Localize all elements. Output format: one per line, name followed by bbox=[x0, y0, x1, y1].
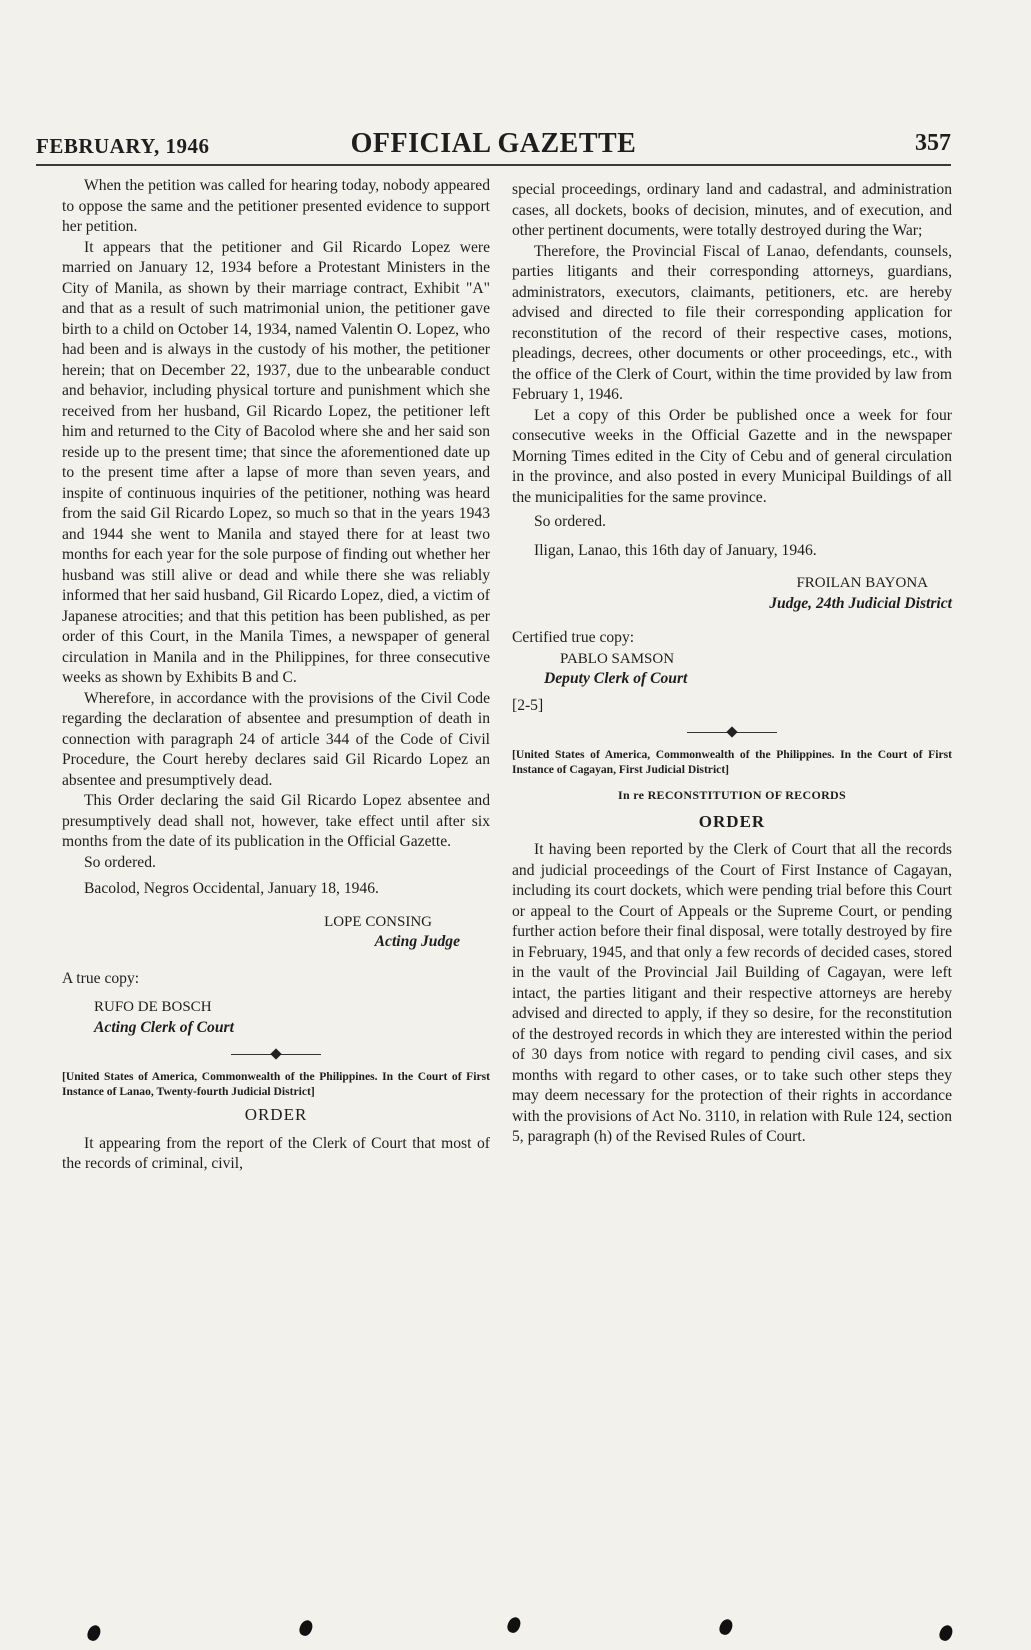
signer-name: FROILAN BAYONA bbox=[796, 575, 928, 591]
order-heading: ORDER bbox=[244, 1105, 308, 1124]
paragraph: Let a copy of this Order be published once a week for four consecutive weeks in the Official Gazette and in the newspaper Morning Times edited in the City of Cebu and of general circulation in the province, and also posted in every Municipal Buildings of all the municipalities for the same province. bbox=[512, 406, 952, 506]
order-subheading: In re RECONSTITUTION OF RECORDS bbox=[617, 788, 846, 802]
header-page-number: 357 bbox=[915, 130, 951, 156]
signer-name: LOPE CONSING bbox=[324, 913, 432, 930]
paragraph: So ordered. bbox=[84, 853, 156, 871]
header-date: FEBRUARY, 1946 bbox=[36, 134, 210, 158]
separator-ornament bbox=[270, 1048, 281, 1059]
paragraph: It appearing from the report of the Clerk of Court that most of the records of criminal, civil, bbox=[62, 1134, 490, 1172]
header-publication-title: OFFICIAL GAZETTE bbox=[350, 128, 637, 159]
signer-title: Judge, 24th Judicial District bbox=[769, 594, 952, 612]
true-copy-label: A true copy: bbox=[62, 969, 140, 987]
page-header bbox=[36, 128, 951, 162]
punch-mark bbox=[717, 1617, 735, 1637]
punch-mark bbox=[85, 1623, 103, 1643]
copy-signer-name: RUFO DE BOSCH bbox=[94, 999, 212, 1015]
paragraph: Therefore, the Provincial Fiscal of Lanao, defendants, counsels, parties litigants and their corresponding attorneys, guardians, administrators, executors, claimants, petitioners, etc. are hereby advised and directed to file their corresponding application for reconstitution of the record of their respective cases, motions, pleadings, decrees, other documents or other proceedings, etc., with the office of the Clerk of Court, within the time provided by law from February 1, 1946. bbox=[512, 242, 952, 403]
section-separator bbox=[231, 1050, 321, 1059]
case-caption: [United States of America, Commonwealth of the Philippines. In the Court of First Instance of Lanao, Twenty-fourth Judicial District] bbox=[62, 1070, 490, 1098]
true-copy-block bbox=[62, 969, 490, 1039]
paragraph: It having been reported by the Clerk of Court that all the records and judicial proceedings of the Court of First Instance of Cagayan, including its court dockets, which were pending trial before this Court or appeal to the Court of Appeals or the Supreme Court, or pending further action before their final disposal, were totally destroyed by fire in February, 1945, and that only a few records of decided cases, stored in the vault of the Provincial Jail Building of Cagayan, were left intact, the parties litigant and their respective attorneys are hereby advised and directed to apply, if they so desire, for the reconstitution of the destroyed records in which they are interested within the period of 30 days from notice with regard to pending civil cases, and six months with regard to other cases, or to take such other steps they may deem necessary for the protection of their rights in accordance with the provisions of Act No. 3110, in relation with Rule 124, section 5, paragraph (h) of the Revised Rules of Court. bbox=[512, 841, 952, 1145]
separator-ornament bbox=[726, 726, 737, 737]
case-caption: [United States of America, Commonwealth of the Philippines. In the Court of First Instance of Cagayan, First Judicial District] bbox=[512, 748, 952, 776]
header-rule bbox=[36, 164, 951, 166]
case-code: [2-5] bbox=[512, 696, 544, 714]
paragraph: When the petition was called for hearing today, nobody appeared to oppose the same and the petitioner presented evidence to support her petition. bbox=[62, 177, 491, 235]
paragraph: It appears that the petitioner and Gil Ricardo Lopez were married on January 12, 1934 before a Protestant Ministers in the City of Manila, as shown by their marriage contract, Exhibit "A" and that as a result of such matrimonial union, the petitioner gave birth to a child on October 14, 1934, named Valentin O. Lopez, who had been and is always in the custody of his mother, the petitioner herein; that on December 22, 1937, due to the unbearable conduct and behavior, including physical torture and punishment which she received from her husband, Gil Ricardo Lopez, the petitioner left him and returned to the City of Bacolod where she and her said son reside up to the present time; that since the aforementioned date up to the present time after a lapse of more than seven years, and inspite of continuous inquiries of the petitioner, nothing was heard from the said Gil Ricardo Lopez, so much so that in the years 1943 and 1944 she went to Manila and stayed there for at least two months for each year for the sole purpose of finding out whether her husband was still alive or dead and while there she was reliably informed that her said husband, Gil Ricardo Lopez, died, a victim of Japanese atrocities; and that this petition has been published, as per order of this Court, in the Manila Times, a newspaper of general circulation in Manila and in the Philippines, for three consecutive weeks as shown by Exhibits B and C. bbox=[62, 238, 490, 686]
judge-signature bbox=[512, 573, 952, 614]
copy-signer-title: Deputy Clerk of Court bbox=[544, 670, 688, 687]
paragraph: special proceedings, ordinary land and cadastral, and administration cases, all dockets, books of decision, minutes, and of execution, and other pertinent documents, were totally destroyed during the War; bbox=[512, 181, 952, 239]
section-separator bbox=[687, 728, 777, 737]
paragraph: Wherefore, in accordance with the provisions of the Civil Code regarding the declaration of absentee and presumption of death in connection with paragraph 24 of article 344 of the Code of Civil Procedure, the Court hereby declares said Gil Ricardo Lopez an absentee and presumptively dead. bbox=[62, 689, 490, 789]
right-column bbox=[512, 180, 952, 1148]
certified-copy-block bbox=[512, 628, 952, 716]
punch-mark bbox=[297, 1618, 315, 1638]
place-date-line: Iligan, Lanao, this 16th day of January, 1946. bbox=[534, 541, 817, 559]
judge-signature bbox=[62, 912, 490, 953]
copy-signer-name: PABLO SAMSON bbox=[560, 650, 675, 667]
certified-copy-label: Certified true copy: bbox=[512, 629, 635, 646]
signer-title: Acting Judge bbox=[374, 933, 460, 950]
left-column bbox=[62, 176, 490, 1175]
copy-signer-title: Acting Clerk of Court bbox=[94, 1018, 234, 1036]
paragraph: So ordered. bbox=[534, 513, 606, 530]
punch-mark bbox=[505, 1615, 523, 1635]
paragraph: This Order declaring the said Gil Ricardo Lopez absentee and presumptively dead shall not, however, take effect until after six months from the date of its publication in the Official Gazette. bbox=[62, 792, 490, 850]
punch-mark bbox=[937, 1623, 955, 1643]
place-date-line: Bacolod, Negros Occidental, January 18, 1946. bbox=[84, 880, 379, 897]
order-heading: ORDER bbox=[698, 811, 766, 831]
